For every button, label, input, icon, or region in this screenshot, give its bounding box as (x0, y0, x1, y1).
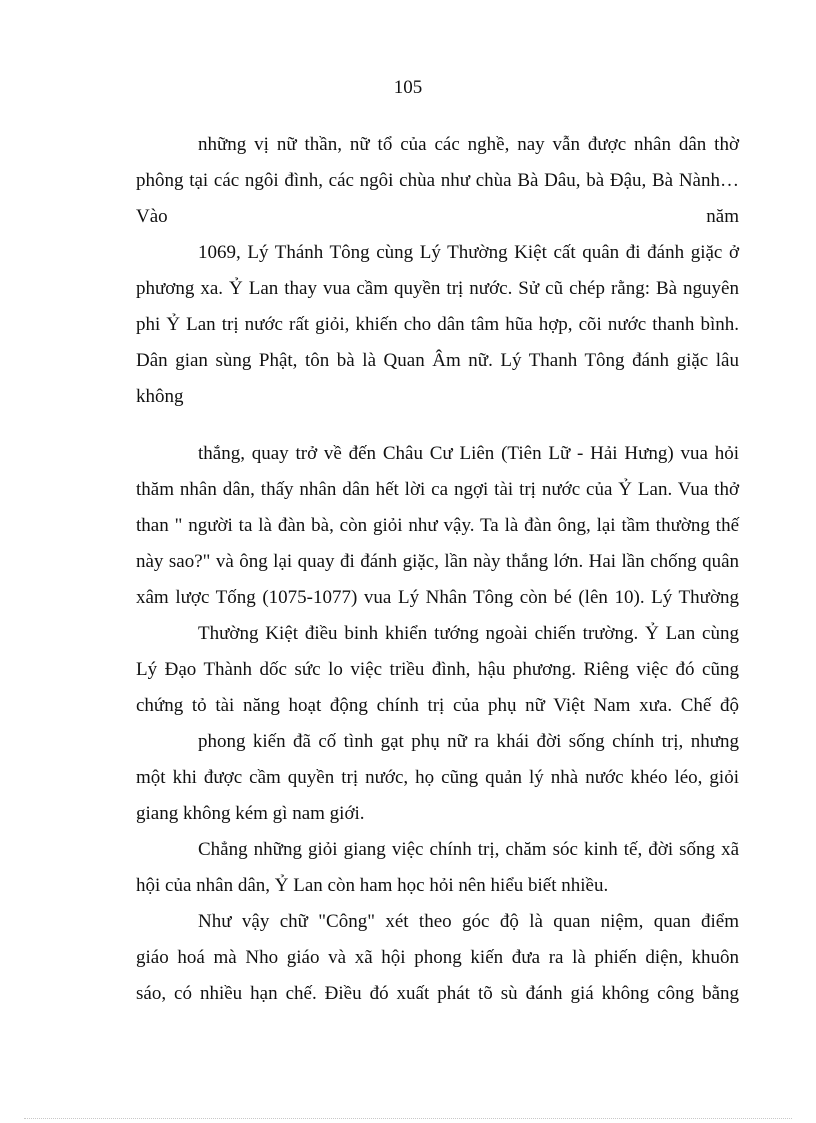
text-line: Thường Kiệt điều binh khiển tướng ngoài chiến trường. Ỷ Lan cùng (198, 623, 739, 644)
text-line: xâm lược Tống (1075-1077) vua Lý Nhân Tông còn bé (lên 10). Lý Thường (136, 587, 739, 608)
text-line: giáo hoá mà Nho giáo và xã hội phong kiến đưa ra là phiến diện, khuôn (136, 947, 739, 968)
text-line: không (136, 386, 184, 407)
text-line: này sao?" và ông lại quay đi đánh giặc, lần này thắng lớn. Hai lần chống quân (136, 551, 739, 572)
split-left-word: Vào (136, 206, 168, 227)
page-number: 105 (393, 77, 423, 98)
text-line: Chẳng những giỏi giang việc chính trị, chăm sóc kinh tế, đời sống xã (198, 839, 739, 860)
text-line: một khi được cầm quyền trị nước, họ cũng quản lý nhà nước khéo léo, giỏi (136, 767, 739, 788)
text-line: than " người ta là đàn bà, còn giỏi như vậy. Ta là đàn ông, lại tầm thường thế (136, 515, 739, 536)
split-right-word: năm (706, 206, 739, 227)
text-line: thăm nhân dân, thấy nhân dân hết lời ca ngợi tài trị nước của Ỷ Lan. Vua thở (136, 479, 739, 500)
text-line: sáo, có nhiều hạn chế. Điều đó xuất phát tõ sù đánh giá không công bằng (136, 983, 739, 1004)
text-line: những vị nữ thần, nữ tổ của các nghề, nay vẫn được nhân dân thờ (198, 134, 739, 155)
text-line: phong kiến đã cố tình gạt phụ nữ ra khái đời sống chính trị, nhưng (198, 731, 739, 752)
text-line: giang không kém gì nam giới. (136, 803, 365, 824)
text-line: 1069, Lý Thánh Tông cùng Lý Thường Kiệt cất quân đi đánh giặc ở (198, 242, 739, 263)
text-line: phông tại các ngôi đình, các ngôi chùa như chùa Bà Dâu, bà Đậu, Bà Nành… (136, 170, 739, 191)
text-line: Dân gian sùng Phật, tôn bà là Quan Âm nữ. Lý Thanh Tông đánh giặc lâu (136, 350, 739, 371)
text-line: phương xa. Ỷ Lan thay vua cầm quyền trị nước. Sử cũ chép rằng: Bà nguyên (136, 278, 739, 299)
text-line: hội của nhân dân, Ỷ Lan còn ham học hỏi nên hiểu biết nhiều. (136, 875, 609, 896)
text-line: chứng tỏ tài năng hoạt động chính trị của phụ nữ Việt Nam xưa. Chế độ (136, 695, 739, 716)
text-line: phi Ỷ Lan trị nước rất giỏi, khiến cho dân tâm hũa hợp, cõi nước thanh bình. (136, 314, 739, 335)
text-line: thắng, quay trở về đến Châu Cư Liên (Tiên Lữ - Hải Hưng) vua hỏi (198, 443, 739, 464)
text-line: Như vậy chữ "Công" xét theo góc độ là quan niệm, quan điểm (198, 911, 739, 932)
page-bottom-rule (24, 1118, 792, 1119)
text-line-split (136, 205, 739, 229)
text-line: Lý Đạo Thành dốc sức lo việc triều đình, hậu phương. Riêng việc đó cũng (136, 659, 739, 680)
